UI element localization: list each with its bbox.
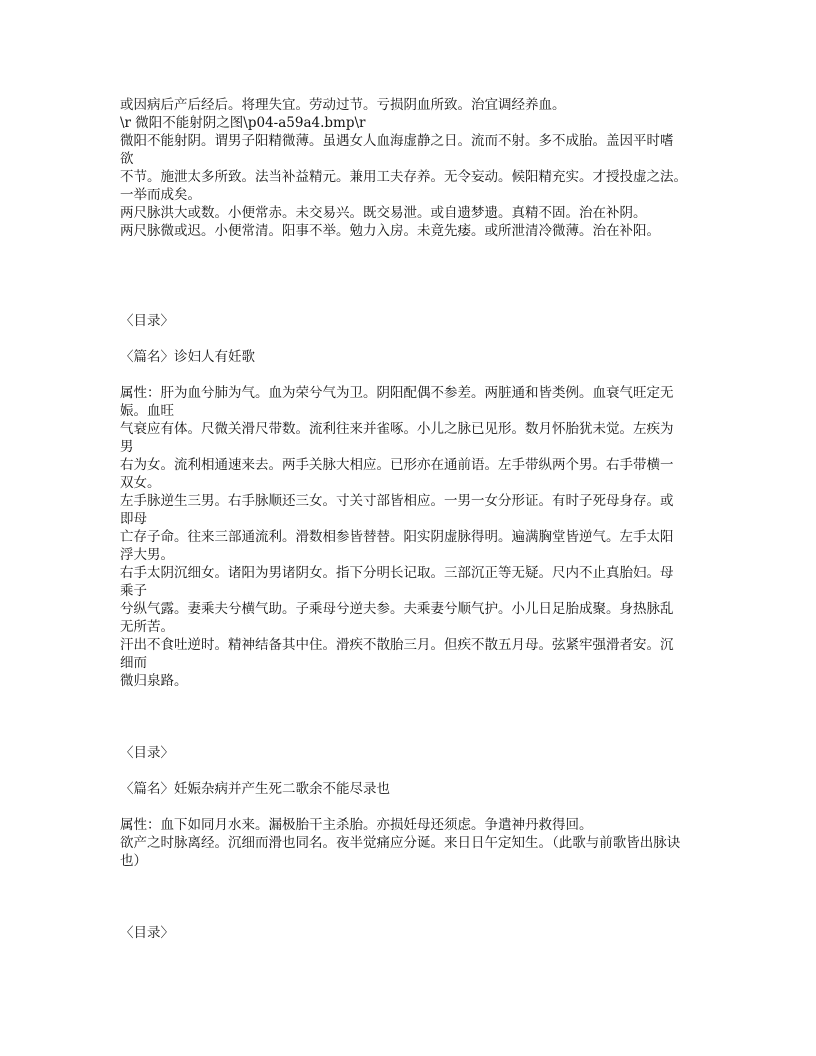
text-line: 兮纵气露。妻乘夫兮横气助。子乘母兮逆夫参。夫乘妻兮顺气护。小儿日足胎成聚。身热脉乱 [120,601,674,617]
text-line: 汗出不食吐逆时。精神结备其中住。滑疾不散胎三月。但疾不散五月母。弦紧牢强滑者安。沉 [120,637,674,653]
text-block-intro [120,96,700,240]
text-line: 细而 [120,655,147,671]
text-line: 气衰应有体。尺微关滑尺带数。流利往来并雀啄。小儿之脉已见形。数月怀胎犹未觉。左疾为 [120,421,674,437]
text-line: 欲 [120,151,134,167]
text-line: 左手脉逆生三男。右手脉顺还三女。寸关寸部皆相应。一男一女分形证。有时子死母身存。或 [120,493,674,509]
toc-link[interactable]: 〈目录〉 [120,313,174,329]
text-line: 也） [120,853,147,869]
section-title: 〈篇名〉诊妇人有妊歌 [120,349,255,365]
text-line: 不节。施泄太多所致。法当补益精元。兼用工夫存养。无令妄动。候阳精充实。才授投虚之法。 [120,169,687,185]
text-line: 右手太阴沉细女。诸阳为男诸阴女。指下分明长记取。三部沉正等无疑。尺内不止真胎妇。母 [120,565,674,581]
section-body [120,384,700,690]
text-line: 乘子 [120,583,147,599]
text-line: 欲产之时脉离经。沉细而滑也同名。夜半觉痛应分诞。来日日午定知生。（此歌与前歌皆出脉诀 [120,835,681,851]
text-line: 两尺脉洪大或数。小便常赤。未交易兴。既交易泄。或自遗梦遗。真精不固。治在补阴。 [120,205,647,221]
text-line: 双女。 [120,475,161,491]
text-line: 微归泉路。 [120,673,188,689]
text-line: 浮大男。 [120,547,174,563]
text-line: 右为女。流利相通速来去。两手关脉大相应。已形亦在通前语。左手带纵两个男。右手带横一 [120,457,674,473]
toc-link[interactable]: 〈目录〉 [120,745,174,761]
text-line: 男 [120,439,134,455]
image-reference-line: \r 微阳不能射阴之图\p04-a59a4.bmp\r [120,115,366,131]
text-line: 娠。血旺 [120,403,174,419]
text-line: 或因病后产后经后。将理失宜。劳动过节。亏损阴血所致。治宜调经养血。 [120,97,566,113]
text-line: 一举而成矣。 [120,187,201,203]
text-line: 属性：血下如同月水来。漏极胎干主杀胎。亦损妊母还须虑。争遣神丹救得回。 [120,817,593,833]
text-line: 亡存子命。往来三部通流利。滑数相参皆替替。阳实阴虚脉得明。遍满胸堂皆逆气。左手太阳 [120,529,674,545]
text-line: 无所苦。 [120,619,174,635]
text-line: 即母 [120,511,147,527]
section-title: 〈篇名〉妊娠杂病并产生死二歌余不能尽录也 [120,781,390,797]
toc-link[interactable]: 〈目录〉 [120,925,174,941]
text-line: 微阳不能射阴。谓男子阳精微薄。虽遇女人血海虚静之日。流而不射。多不成胎。盖因平时嗜 [120,133,674,149]
text-line: 两尺脉微或迟。小便常清。阳事不举。勉力入房。未竟先痿。或所泄清冷微薄。治在补阳。 [120,223,660,239]
text-line: 属性：肝为血兮肺为气。血为荣兮气为卫。阴阳配偶不参差。两脏通和皆类例。血衰气旺定无 [120,385,674,401]
document-page [120,96,700,942]
section-body [120,816,700,870]
